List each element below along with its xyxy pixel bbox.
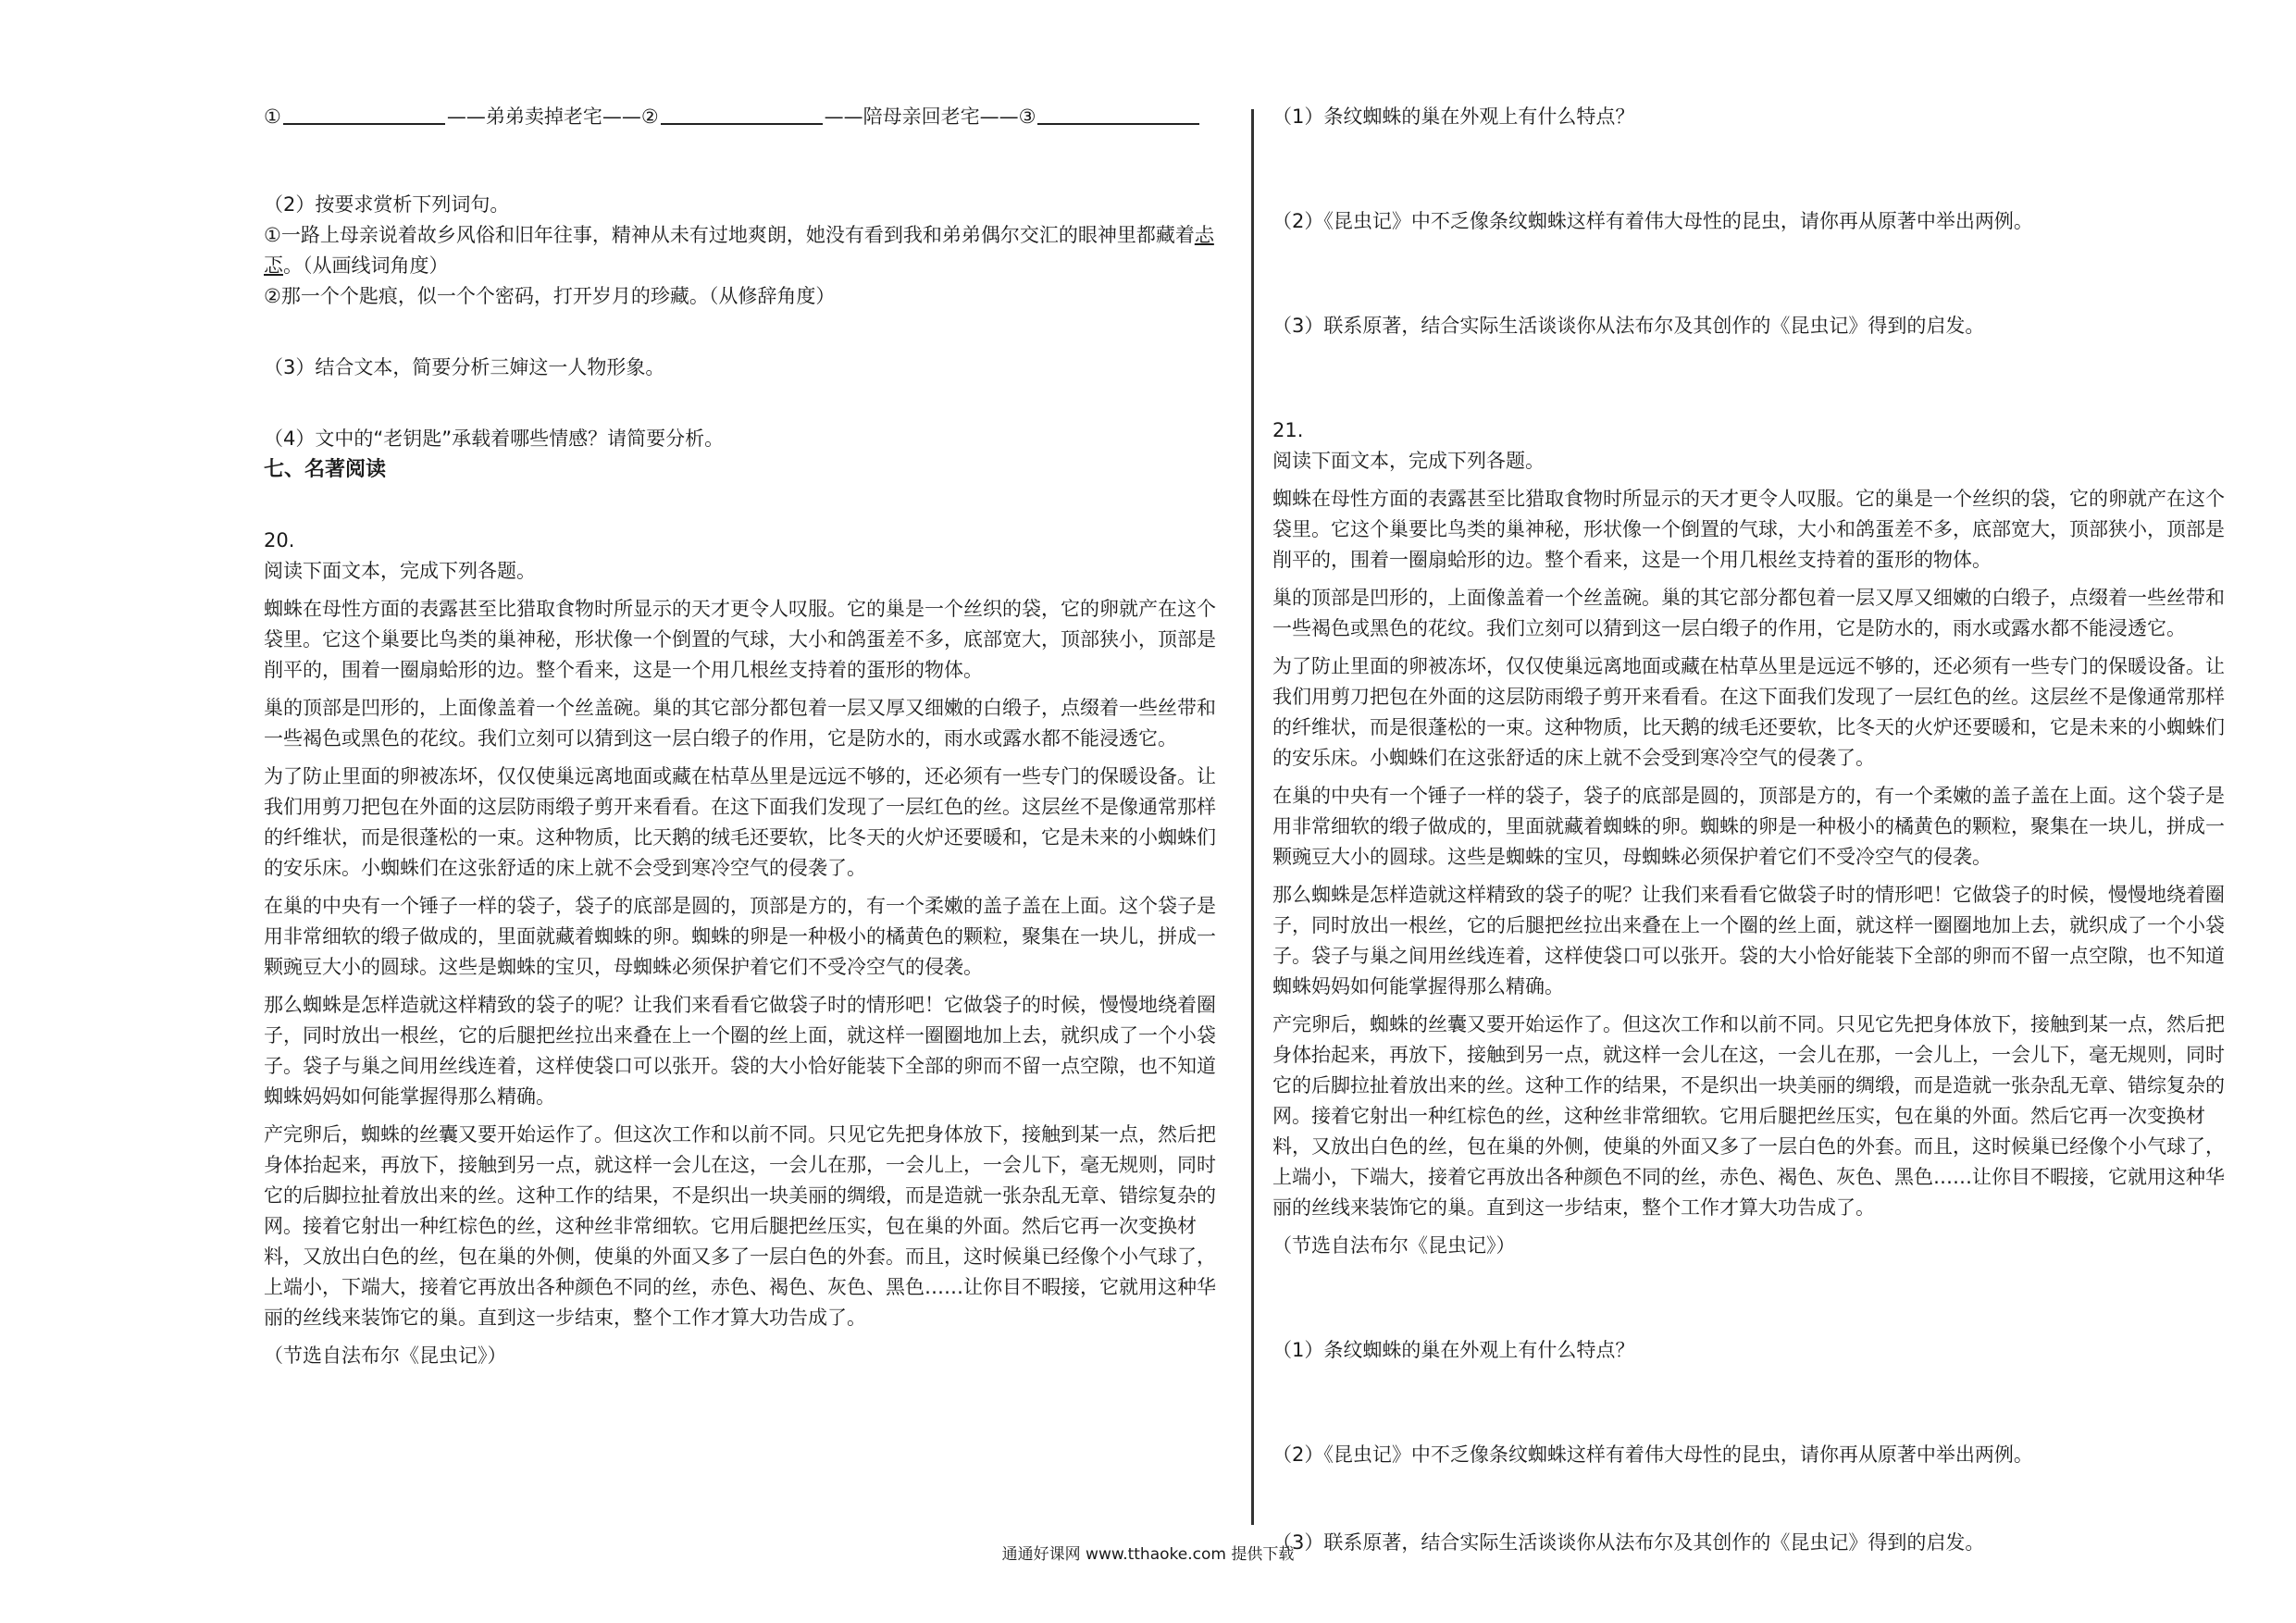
- footer-credit: 通通好课网 www.tthaoke.com 提供下载: [1001, 1545, 1295, 1564]
- q3: （3）结合文本，简要分析三婶这一人物形象。: [264, 356, 665, 378]
- instruction: 阅读下面文本，完成下列各题。: [1272, 450, 1545, 472]
- q4: （4）文中的“老钥匙”承载着哪些情感？请简要分析。: [264, 427, 725, 450]
- left-column: [264, 102, 1231, 1371]
- q2: （2）《昆虫记》中不乏像条纹蜘蛛这样有着伟大母性的昆虫，请你再从原著中举出两例。: [1272, 210, 2033, 232]
- question-number-21: 21.: [1272, 419, 1304, 441]
- blank-3[interactable]: [1037, 103, 1199, 125]
- passage-paragraph: 巢的顶部是凹形的，上面像盖着一个丝盖碗。巢的其它部分都包着一层又厚又细嫩的白缎子，点缀着一些丝带和一些褐色或黑色的花纹。我们立刻可以猜到这一层白缎子的作用，它是防水的，雨水或露水都不能浸透它。: [264, 697, 1216, 750]
- q1-repeat: （1）条纹蜘蛛的巢在外观上有什么特点？: [1272, 1339, 1635, 1361]
- q2-title: （2）按要求赏析下列词句。: [264, 193, 510, 216]
- blank-2[interactable]: [661, 103, 823, 125]
- q2-item-2: ②那一个个匙痕，似一个个密码，打开岁月的珍藏。（从修辞角度）: [264, 285, 836, 307]
- q1: （1）条纹蜘蛛的巢在外观上有什么特点？: [1272, 105, 1635, 128]
- q2-item-1: [264, 220, 1231, 281]
- section-heading: 七、名著阅读: [264, 458, 387, 481]
- right-column: [1272, 102, 2240, 1558]
- fill-text-1: ——弟弟卖掉老宅——: [446, 105, 641, 128]
- q3: （3）联系原著，结合实际生活谈谈你从法布尔及其创作的《昆虫记》得到的启发。: [1272, 315, 1985, 337]
- underlined-word: 忐忑: [264, 224, 1214, 277]
- circle-num-3: ③: [1018, 105, 1036, 128]
- passage-paragraph: 蜘蛛在母性方面的表露甚至比猎取食物时所显示的天才更令人叹服。它的巢是一个丝织的袋，它的卵就产在这个袋里。它这个巢要比鸟类的巢神秘，形状像一个倒置的气球，大小和鸽蛋差不多，底部宽大，顶部狭小，顶部是削平的，围着一圈扇蛤形的边。整个看来，这是一个用几根丝支持着的蛋形的物体。: [264, 598, 1216, 681]
- circle-num-2: ②: [640, 105, 659, 128]
- passage-paragraph: 在巢的中央有一个锤子一样的袋子，袋子的底部是圆的，顶部是方的，有一个柔嫩的盖子盖在上面。这个袋子是用非常细软的缎子做成的，里面就藏着蜘蛛的卵。蜘蛛的卵是一种极小的橘黄色的颗粒，聚集在一块儿，拼成一颗豌豆大小的圆球。这些是蜘蛛的宝贝，母蜘蛛必须保护着它们不受冷空气的侵袭。: [1272, 785, 2225, 868]
- source-note: （节选自法布尔《昆虫记》）: [1272, 1234, 1516, 1257]
- column-divider: [1251, 109, 1254, 1525]
- q3-repeat: （3）联系原著，结合实际生活谈谈你从法布尔及其创作的《昆虫记》得到的启发。: [1272, 1531, 1985, 1554]
- passage-paragraph: 那么蜘蛛是怎样造就这样精致的袋子的呢？让我们来看看它做袋子时的情形吧！它做袋子的时候，慢慢地绕着圈子，同时放出一根丝，它的后腿把丝拉出来叠在上一个圈的丝上面，就这样一圈圈地加上去，就织成了一个小袋子。袋子与巢之间用丝线连着，这样使袋口可以张开。袋的大小恰好能装下全部的卵而不留一点空隙，也不知道蜘蛛妈妈如何能掌握得那么精确。: [264, 994, 1216, 1108]
- source-note: （节选自法布尔《昆虫记》）: [264, 1344, 507, 1367]
- fill-text-2: ——陪母亲回老宅——: [824, 105, 1019, 128]
- passage-paragraph: 蜘蛛在母性方面的表露甚至比猎取食物时所显示的天才更令人叹服。它的巢是一个丝织的袋，它的卵就产在这个袋里。它这个巢要比鸟类的巢神秘，形状像一个倒置的气球，大小和鸽蛋差不多，底部宽大，顶部狭小，顶部是削平的，围着一圈扇蛤形的边。整个看来，这是一个用几根丝支持着的蛋形的物体。: [1272, 488, 2225, 571]
- q2-repeat: （2）《昆虫记》中不乏像条纹蜘蛛这样有着伟大母性的昆虫，请你再从原著中举出两例。: [1272, 1443, 2033, 1466]
- instruction: 阅读下面文本，完成下列各题。: [264, 560, 536, 582]
- passage-paragraph: 为了防止里面的卵被冻坏，仅仅使巢远离地面或藏在枯草丛里是远远不够的，还必须有一些专门的保暖设备。让我们用剪刀把包在外面的这层防雨缎子剪开来看看。在这下面我们发现了一层红色的丝。这层丝不是像通常那样的纤维状，而是很蓬松的一束。这种物质，比天鹅的绒毛还要软，比冬天的火炉还要暖和，它是未来的小蜘蛛们的安乐床。小蜘蛛们在这张舒适的床上就不会受到寒冷空气的侵袭了。: [1272, 655, 2225, 769]
- passage-paragraph: 巢的顶部是凹形的，上面像盖着一个丝盖碗。巢的其它部分都包着一层又厚又细嫩的白缎子，点缀着一些丝带和一些褐色或黑色的花纹。我们立刻可以猜到这一层白缎子的作用，它是防水的，雨水或露水都不能浸透它。: [1272, 587, 2225, 639]
- passage-paragraph: 产完卵后，蜘蛛的丝囊又要开始运作了。但这次工作和以前不同。只见它先把身体放下，接触到某一点，然后把身体抬起来，再放下，接触到另一点，就这样一会儿在这，一会儿在那，一会儿上，一会儿下，毫无规则，同时它的后脚拉扯着放出来的丝。这种工作的结果，不是织出一块美丽的绸缎，而是造就一张杂乱无章、错综复杂的网。接着它射出一种红棕色的丝，这种丝非常细软。它用后腿把丝压实，包在巢的外面。然后它再一次变换材料，又放出白色的丝，包在巢的外侧，使巢的外面又多了一层白色的外套。而且，这时候巢已经像个小气球了，上端小，下端大，接着它再放出各种颜色不同的丝，赤色、褐色、灰色、黑色……让你目不暇接，它就用这种华丽的丝线来装饰它的巢。直到这一步结束，整个工作才算大功告成了。: [1272, 1013, 2225, 1219]
- passage-paragraph: 为了防止里面的卵被冻坏，仅仅使巢远离地面或藏在枯草丛里是远远不够的，还必须有一些专门的保暖设备。让我们用剪刀把包在外面的这层防雨缎子剪开来看看。在这下面我们发现了一层红色的丝。这层丝不是像通常那样的纤维状，而是很蓬松的一束。这种物质，比天鹅的绒毛还要软，比冬天的火炉还要暖和，它是未来的小蜘蛛们的安乐床。小蜘蛛们在这张舒适的床上就不会受到寒冷空气的侵袭了。: [264, 765, 1216, 879]
- fill-in-line: [264, 102, 1231, 132]
- passage-paragraph: 产完卵后，蜘蛛的丝囊又要开始运作了。但这次工作和以前不同。只见它先把身体放下，接触到某一点，然后把身体抬起来，再放下，接触到另一点，就这样一会儿在这，一会儿在那，一会儿上，一会儿下，毫无规则，同时它的后脚拉扯着放出来的丝。这种工作的结果，不是织出一块美丽的绸缎，而是造就一张杂乱无章、错综复杂的网。接着它射出一种红棕色的丝，这种丝非常细软。它用后腿把丝压实，包在巢的外面。然后它再一次变换材料，又放出白色的丝，包在巢的外侧，使巢的外面又多了一层白色的外套。而且，这时候巢已经像个小气球了，上端小，下端大，接着它再放出各种颜色不同的丝，赤色、褐色、灰色、黑色……让你目不暇接，它就用这种华丽的丝线来装饰它的巢。直到这一步结束，整个工作才算大功告成了。: [264, 1123, 1216, 1329]
- blank-1[interactable]: [283, 103, 445, 125]
- circle-num-1: ①: [264, 105, 281, 128]
- q2-item-1-tail: 。（从画线词角度）: [283, 254, 449, 277]
- question-number-20: 20.: [264, 529, 295, 551]
- passage-paragraph: 在巢的中央有一个锤子一样的袋子，袋子的底部是圆的，顶部是方的，有一个柔嫩的盖子盖在上面。这个袋子是用非常细软的缎子做成的，里面就藏着蜘蛛的卵。蜘蛛的卵是一种极小的橘黄色的颗粒，聚集在一块儿，拼成一颗豌豆大小的圆球。这些是蜘蛛的宝贝，母蜘蛛必须保护着它们不受冷空气的侵袭。: [264, 895, 1216, 978]
- passage-paragraph: 那么蜘蛛是怎样造就这样精致的袋子的呢？让我们来看看它做袋子时的情形吧！它做袋子的时候，慢慢地绕着圈子，同时放出一根丝，它的后腿把丝拉出来叠在上一个圈的丝上面，就这样一圈圈地加上去，就织成了一个小袋子。袋子与巢之间用丝线连着，这样使袋口可以张开。袋的大小恰好能装下全部的卵而不留一点空隙，也不知道蜘蛛妈妈如何能掌握得那么精确。: [1272, 884, 2225, 997]
- q2-item-1-text: ①一路上母亲说着故乡风俗和旧年往事，精神从未有过地爽朗，她没有看到我和弟弟偶尔交汇的眼神里都藏着: [264, 224, 1195, 246]
